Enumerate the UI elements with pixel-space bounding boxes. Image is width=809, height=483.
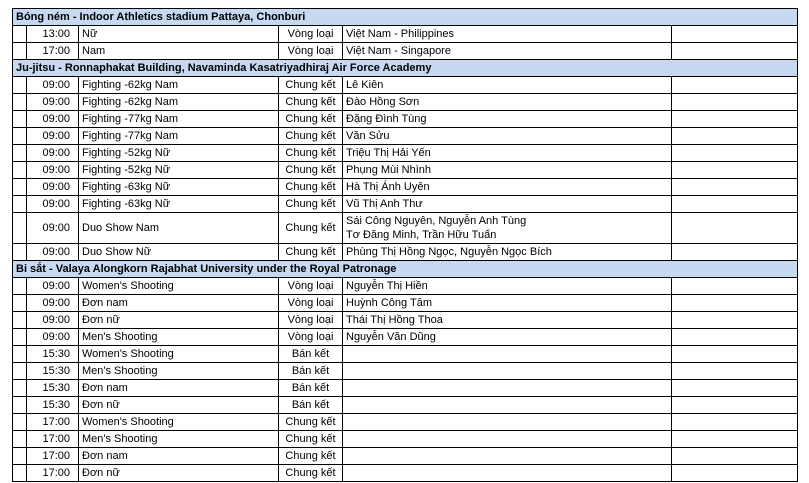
schedule-row bbox=[13, 145, 798, 162]
stage-cell[interactable]: Chung kết bbox=[279, 465, 343, 482]
event-cell[interactable]: Women's Shooting bbox=[79, 278, 279, 295]
athlete-name: Văn Sửu bbox=[346, 130, 390, 142]
schedule-row bbox=[13, 431, 798, 448]
section-header-row bbox=[13, 9, 798, 26]
schedule-row bbox=[13, 179, 798, 196]
athlete-cell[interactable] bbox=[343, 244, 672, 261]
row-spacer-cell[interactable] bbox=[13, 329, 27, 346]
time-cell[interactable]: 09:00 bbox=[27, 162, 79, 179]
row-spacer-cell[interactable] bbox=[13, 431, 27, 448]
time-cell[interactable]: 09:00 bbox=[27, 179, 79, 196]
athlete-cell[interactable] bbox=[343, 448, 672, 465]
event-cell[interactable]: Đơn nữ bbox=[79, 312, 279, 329]
schedule-row bbox=[13, 448, 798, 465]
event-cell[interactable]: Fighting -52kg Nữ bbox=[79, 145, 279, 162]
schedule-row bbox=[13, 111, 798, 128]
stage-cell[interactable]: Chung kết bbox=[279, 244, 343, 261]
schedule-row bbox=[13, 380, 798, 397]
schedule-row bbox=[13, 196, 798, 213]
time-cell[interactable]: 09:00 bbox=[27, 295, 79, 312]
event-cell[interactable]: Men's Shooting bbox=[79, 329, 279, 346]
athlete-cell[interactable] bbox=[343, 397, 672, 414]
empty-cell[interactable] bbox=[672, 448, 798, 465]
empty-cell[interactable] bbox=[672, 196, 798, 213]
athlete-name: Tơ Đăng Minh, Trần Hữu Tuấn bbox=[346, 229, 497, 241]
section-header-row bbox=[13, 261, 798, 278]
empty-cell[interactable] bbox=[672, 43, 798, 60]
athlete-name: Phùng Thị Hồng Ngọc, Nguyễn Ngọc Bích bbox=[346, 246, 552, 258]
athlete-name: Sái Công Nguyên, Nguyễn Anh Tùng bbox=[346, 215, 527, 227]
schedule-row bbox=[13, 77, 798, 94]
row-spacer-cell[interactable] bbox=[13, 162, 27, 179]
athlete-cell[interactable] bbox=[343, 162, 672, 179]
event-cell[interactable]: Fighting -62kg Nam bbox=[79, 94, 279, 111]
empty-cell[interactable] bbox=[672, 363, 798, 380]
athlete-cell[interactable] bbox=[343, 363, 672, 380]
stage-cell[interactable]: Chung kết bbox=[279, 77, 343, 94]
schedule-row bbox=[13, 465, 798, 482]
empty-cell[interactable] bbox=[672, 414, 798, 431]
row-spacer-cell[interactable] bbox=[13, 397, 27, 414]
stage-cell[interactable]: Vòng loại bbox=[279, 329, 343, 346]
empty-cell[interactable] bbox=[672, 295, 798, 312]
event-cell[interactable]: Đơn nữ bbox=[79, 397, 279, 414]
schedule-row bbox=[13, 278, 798, 295]
empty-cell[interactable] bbox=[672, 111, 798, 128]
event-cell[interactable]: Fighting -77kg Nam bbox=[79, 111, 279, 128]
athlete-cell[interactable] bbox=[343, 414, 672, 431]
stage-cell[interactable]: Vòng loại bbox=[279, 26, 343, 43]
time-cell[interactable]: 09:00 bbox=[27, 77, 79, 94]
time-cell[interactable]: 09:00 bbox=[27, 128, 79, 145]
section-header-row bbox=[13, 60, 798, 77]
schedule-row bbox=[13, 363, 798, 380]
stage-cell[interactable]: Chung kết bbox=[279, 162, 343, 179]
event-cell[interactable]: Women's Shooting bbox=[79, 346, 279, 363]
athlete-cell[interactable] bbox=[343, 43, 672, 60]
athlete-cell[interactable] bbox=[343, 295, 672, 312]
athlete-cell[interactable] bbox=[343, 77, 672, 94]
empty-cell[interactable] bbox=[672, 162, 798, 179]
row-spacer-cell[interactable] bbox=[13, 244, 27, 261]
schedule-body bbox=[13, 9, 798, 482]
stage-cell[interactable]: Chung kết bbox=[279, 448, 343, 465]
row-spacer-cell[interactable] bbox=[13, 213, 27, 244]
empty-cell[interactable] bbox=[672, 145, 798, 162]
stage-cell[interactable]: Chung kết bbox=[279, 94, 343, 111]
empty-cell[interactable] bbox=[672, 380, 798, 397]
athlete-name: Việt Nam - Philippines bbox=[346, 28, 455, 40]
athlete-name: Phụng Mùi Nhình bbox=[346, 164, 431, 176]
schedule-row bbox=[13, 162, 798, 179]
row-spacer-cell[interactable] bbox=[13, 179, 27, 196]
stage-cell[interactable]: Chung kết bbox=[279, 128, 343, 145]
athlete-cell[interactable] bbox=[343, 278, 672, 295]
event-cell[interactable]: Duo Show Nữ bbox=[79, 244, 279, 261]
time-cell[interactable]: 15:30 bbox=[27, 363, 79, 380]
event-cell[interactable]: Women's Shooting bbox=[79, 414, 279, 431]
time-cell[interactable]: 09:00 bbox=[27, 278, 79, 295]
row-spacer-cell[interactable] bbox=[13, 77, 27, 94]
time-cell[interactable]: 09:00 bbox=[27, 312, 79, 329]
section-title[interactable]: Ju-jitsu - Ronnaphakat Building, Navaminda Kasatriyadhiraj Air Force Academy bbox=[13, 60, 798, 77]
time-cell[interactable]: 15:30 bbox=[27, 346, 79, 363]
time-cell[interactable]: 09:00 bbox=[27, 196, 79, 213]
empty-cell[interactable] bbox=[672, 26, 798, 43]
stage-cell[interactable]: Chung kết bbox=[279, 213, 343, 244]
empty-cell[interactable] bbox=[672, 77, 798, 94]
time-cell[interactable]: 09:00 bbox=[27, 111, 79, 128]
athlete-cell[interactable] bbox=[343, 312, 672, 329]
time-cell[interactable]: 09:00 bbox=[27, 145, 79, 162]
empty-cell[interactable] bbox=[672, 128, 798, 145]
stage-cell[interactable]: Chung kết bbox=[279, 431, 343, 448]
athlete-cell[interactable] bbox=[343, 213, 672, 244]
section-title[interactable]: Bi sắt - Valaya Alongkorn Rajabhat University under the Royal Patronage bbox=[13, 261, 798, 278]
schedule-row bbox=[13, 128, 798, 145]
athlete-name: Đào Hồng Sơn bbox=[346, 96, 420, 108]
athlete-name: Lê Kiên bbox=[346, 79, 384, 91]
empty-cell[interactable] bbox=[672, 312, 798, 329]
time-cell[interactable]: 09:00 bbox=[27, 329, 79, 346]
athlete-name: Việt Nam - Singapore bbox=[346, 45, 451, 57]
schedule-table bbox=[12, 8, 798, 482]
athlete-cell[interactable] bbox=[343, 346, 672, 363]
empty-cell[interactable] bbox=[672, 179, 798, 196]
event-cell[interactable]: Men's Shooting bbox=[79, 431, 279, 448]
schedule-row bbox=[13, 346, 798, 363]
row-spacer-cell[interactable] bbox=[13, 196, 27, 213]
empty-cell[interactable] bbox=[672, 465, 798, 482]
time-cell[interactable]: 17:00 bbox=[27, 431, 79, 448]
row-spacer-cell[interactable] bbox=[13, 128, 27, 145]
stage-cell[interactable]: Chung kết bbox=[279, 414, 343, 431]
row-spacer-cell[interactable] bbox=[13, 380, 27, 397]
event-cell[interactable]: Đơn nam bbox=[79, 448, 279, 465]
athlete-cell[interactable] bbox=[343, 329, 672, 346]
empty-cell[interactable] bbox=[672, 431, 798, 448]
time-cell[interactable]: 17:00 bbox=[27, 43, 79, 60]
stage-cell[interactable]: Bán kết bbox=[279, 397, 343, 414]
schedule-row bbox=[13, 397, 798, 414]
row-spacer-cell[interactable] bbox=[13, 278, 27, 295]
athlete-name: Vũ Thị Anh Thư bbox=[346, 198, 423, 210]
row-spacer-cell[interactable] bbox=[13, 26, 27, 43]
stage-cell[interactable]: Bán kết bbox=[279, 346, 343, 363]
stage-cell[interactable]: Vòng loại bbox=[279, 312, 343, 329]
empty-cell[interactable] bbox=[672, 346, 798, 363]
athlete-cell[interactable] bbox=[343, 380, 672, 397]
row-spacer-cell[interactable] bbox=[13, 448, 27, 465]
schedule-row bbox=[13, 414, 798, 431]
section-title[interactable]: Bóng ném - Indoor Athletics stadium Pattaya, Chonburi bbox=[13, 9, 798, 26]
event-cell[interactable]: Fighting -63kg Nữ bbox=[79, 196, 279, 213]
stage-cell[interactable]: Chung kết bbox=[279, 145, 343, 162]
row-spacer-cell[interactable] bbox=[13, 295, 27, 312]
schedule-row bbox=[13, 295, 798, 312]
athlete-cell[interactable] bbox=[343, 128, 672, 145]
athlete-cell[interactable] bbox=[343, 431, 672, 448]
empty-cell[interactable] bbox=[672, 213, 798, 244]
schedule-row bbox=[13, 43, 798, 60]
athlete-cell[interactable] bbox=[343, 465, 672, 482]
event-cell[interactable]: Đơn nam bbox=[79, 295, 279, 312]
empty-cell[interactable] bbox=[672, 278, 798, 295]
athlete-name: Triệu Thị Hải Yến bbox=[346, 147, 431, 159]
time-cell[interactable]: 09:00 bbox=[27, 213, 79, 244]
athlete-cell[interactable] bbox=[343, 111, 672, 128]
event-cell[interactable]: Fighting -63kg Nữ bbox=[79, 179, 279, 196]
schedule-row bbox=[13, 329, 798, 346]
athlete-name: Nguyễn Thị Hiền bbox=[346, 280, 428, 292]
row-spacer-cell[interactable] bbox=[13, 145, 27, 162]
event-cell[interactable]: Đơn nữ bbox=[79, 465, 279, 482]
time-cell[interactable]: 17:00 bbox=[27, 414, 79, 431]
schedule-row bbox=[13, 94, 798, 111]
athlete-name: Thái Thị Hồng Thoa bbox=[346, 314, 443, 326]
athlete-cell[interactable] bbox=[343, 179, 672, 196]
stage-cell[interactable]: Vòng loại bbox=[279, 43, 343, 60]
stage-cell[interactable]: Chung kết bbox=[279, 179, 343, 196]
schedule-row bbox=[13, 244, 798, 261]
stage-cell[interactable]: Chung kết bbox=[279, 111, 343, 128]
athlete-name: Đặng Đình Tùng bbox=[346, 113, 427, 125]
event-cell[interactable]: Duo Show Nam bbox=[79, 213, 279, 244]
event-cell[interactable]: Đơn nam bbox=[79, 380, 279, 397]
stage-cell[interactable]: Bán kết bbox=[279, 380, 343, 397]
stage-cell[interactable]: Bán kết bbox=[279, 363, 343, 380]
athlete-name: Nguyễn Văn Dũng bbox=[346, 331, 436, 343]
stage-cell[interactable]: Vòng loại bbox=[279, 295, 343, 312]
athlete-cell[interactable] bbox=[343, 196, 672, 213]
row-spacer-cell[interactable] bbox=[13, 312, 27, 329]
stage-cell[interactable]: Chung kết bbox=[279, 196, 343, 213]
empty-cell[interactable] bbox=[672, 244, 798, 261]
time-cell[interactable]: 09:00 bbox=[27, 94, 79, 111]
time-cell[interactable]: 17:00 bbox=[27, 448, 79, 465]
athlete-cell[interactable] bbox=[343, 145, 672, 162]
athlete-name: Huỳnh Công Tâm bbox=[346, 297, 433, 309]
time-cell[interactable]: 13:00 bbox=[27, 26, 79, 43]
row-spacer-cell[interactable] bbox=[13, 111, 27, 128]
stage-cell[interactable]: Vòng loại bbox=[279, 278, 343, 295]
athlete-name: Hà Thị Ánh Uyên bbox=[346, 181, 430, 193]
time-cell[interactable]: 09:00 bbox=[27, 244, 79, 261]
empty-cell[interactable] bbox=[672, 329, 798, 346]
row-spacer-cell[interactable] bbox=[13, 346, 27, 363]
empty-cell[interactable] bbox=[672, 94, 798, 111]
event-cell[interactable]: Fighting -62kg Nam bbox=[79, 77, 279, 94]
event-cell[interactable]: Nam bbox=[79, 43, 279, 60]
event-cell[interactable]: Nữ bbox=[79, 26, 279, 43]
event-cell[interactable]: Men's Shooting bbox=[79, 363, 279, 380]
schedule-row bbox=[13, 312, 798, 329]
empty-cell[interactable] bbox=[672, 397, 798, 414]
event-cell[interactable]: Fighting -77kg Nam bbox=[79, 128, 279, 145]
athlete-cell[interactable] bbox=[343, 94, 672, 111]
time-cell[interactable]: 15:30 bbox=[27, 397, 79, 414]
time-cell[interactable]: 15:30 bbox=[27, 380, 79, 397]
row-spacer-cell[interactable] bbox=[13, 414, 27, 431]
event-cell[interactable]: Fighting -52kg Nữ bbox=[79, 162, 279, 179]
row-spacer-cell[interactable] bbox=[13, 94, 27, 111]
row-spacer-cell[interactable] bbox=[13, 363, 27, 380]
row-spacer-cell[interactable] bbox=[13, 465, 27, 482]
schedule-row bbox=[13, 213, 798, 244]
row-spacer-cell[interactable] bbox=[13, 43, 27, 60]
athlete-cell[interactable] bbox=[343, 26, 672, 43]
time-cell[interactable]: 17:00 bbox=[27, 465, 79, 482]
schedule-row bbox=[13, 26, 798, 43]
